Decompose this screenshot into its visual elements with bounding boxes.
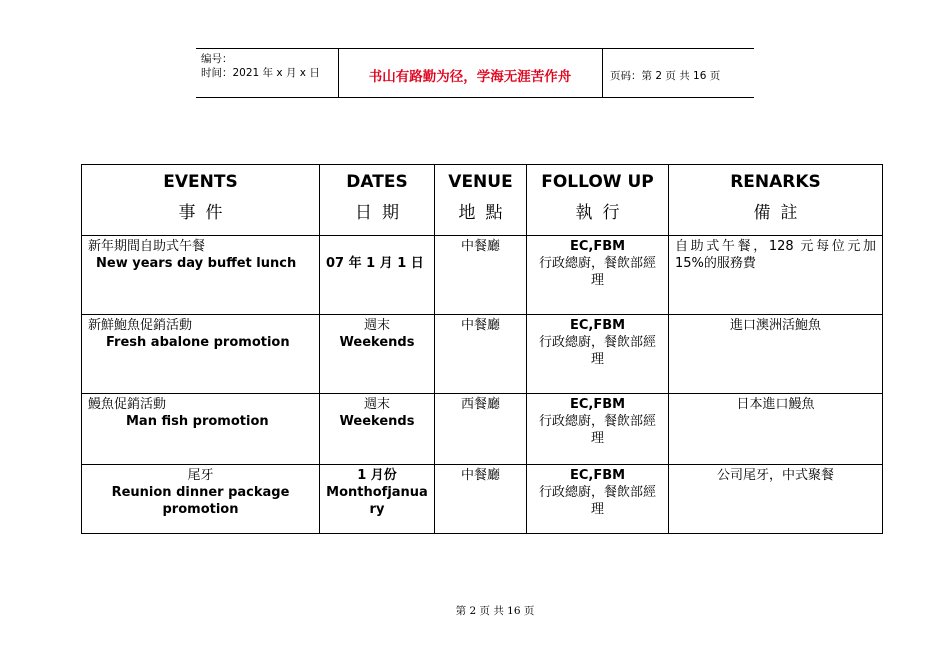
- page-footer: 第 2 页 共 16 页: [455, 605, 535, 617]
- follow-up-text: 行政總廚，餐飲部經理: [538, 256, 656, 288]
- follow-up-code: EC,FBM: [569, 468, 626, 483]
- column-header-remarks: RENARKS 備註: [669, 165, 883, 236]
- follow-up-text: 行政總廚，餐飲部經理: [538, 414, 656, 446]
- column-header-events: EVENTS 事件: [82, 165, 320, 236]
- event-cell: [82, 465, 320, 534]
- follow-up-cell: [527, 394, 669, 465]
- header-page-label: 页码：第 2 页 共 16 页: [610, 70, 721, 82]
- column-header-dates: DATES 日期: [320, 165, 435, 236]
- number-label: 编号：: [201, 53, 233, 65]
- date-en: Weekends: [339, 414, 415, 429]
- page-header: [196, 48, 754, 98]
- date-zh: 週末: [363, 318, 390, 333]
- header-divider: [602, 49, 603, 97]
- follow-up-text: 行政總廚，餐飲部經理: [538, 335, 656, 367]
- date-cell: [320, 315, 435, 394]
- date-en: Monthofjanuary: [326, 485, 428, 517]
- follow-up-code: EC,FBM: [569, 397, 626, 412]
- remarks-cell: 自助式午餐，128 元每位元加 15%的服務費: [669, 236, 883, 315]
- remarks-cell: 日本進口鰻魚: [669, 394, 883, 465]
- event-zh: 尾牙: [187, 468, 214, 483]
- time-label: 时间：2021 年 x 月 x 日: [201, 67, 320, 79]
- remarks-cell: 公司尾牙，中式聚餐: [669, 465, 883, 534]
- venue-cell: 西餐廳: [435, 394, 527, 465]
- event-en: New years day buffet lunch: [96, 256, 297, 271]
- date-cell: [320, 236, 435, 315]
- event-cell: [82, 315, 320, 394]
- venue-cell: 中餐廳: [435, 236, 527, 315]
- table-header-row: [82, 165, 883, 236]
- event-en: Reunion dinner package promotion: [111, 485, 290, 517]
- header-meta: [201, 52, 320, 80]
- event-en: Man fish promotion: [126, 414, 269, 429]
- date-zh: [326, 238, 428, 255]
- follow-up-cell: [527, 465, 669, 534]
- date-zh: 1 月份: [357, 468, 397, 483]
- date-cell: [320, 394, 435, 465]
- remarks-cell: 進口澳洲活鮑魚: [669, 315, 883, 394]
- event-zh: 鰻魚促銷活動: [88, 397, 167, 412]
- follow-up-code: EC,FBM: [569, 318, 626, 333]
- event-zh: 新鮮鮑魚促銷活動: [88, 318, 193, 333]
- event-cell: [82, 394, 320, 465]
- event-cell: [82, 236, 320, 315]
- follow-up-cell: [527, 315, 669, 394]
- header-motto: 书山有路勤为径，学海无涯苦作舟: [368, 69, 572, 85]
- table-row: [82, 465, 883, 534]
- date-zh: 週末: [363, 397, 390, 412]
- events-table: [81, 164, 883, 534]
- table-row: [82, 236, 883, 315]
- follow-up-code: EC,FBM: [569, 239, 626, 254]
- venue-cell: 中餐廳: [435, 315, 527, 394]
- date-en: Weekends: [339, 335, 415, 350]
- follow-up-text: 行政總廚，餐飲部經理: [538, 485, 656, 517]
- date-cell: [320, 465, 435, 534]
- event-en: Fresh abalone promotion: [106, 335, 290, 350]
- column-header-venue: VENUE 地點: [435, 165, 527, 236]
- table-row: [82, 394, 883, 465]
- event-zh: 新年期間自助式午餐: [88, 239, 206, 254]
- column-header-follow-up: FOLLOW UP 執行: [527, 165, 669, 236]
- date-en: 07 年 1 月 1 日: [326, 256, 424, 271]
- follow-up-cell: [527, 236, 669, 315]
- table-row: [82, 315, 883, 394]
- venue-cell: 中餐廳: [435, 465, 527, 534]
